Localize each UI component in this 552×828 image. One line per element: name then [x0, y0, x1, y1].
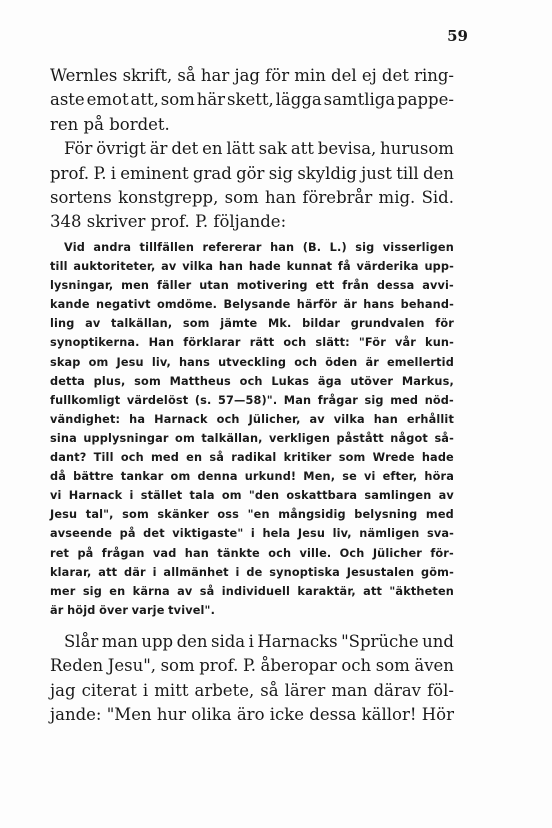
text-line: ling av talkällan, som jämte Mk. bildar grundvalen för — [50, 317, 454, 331]
text-line: jande: "Men hur olika äro icke dessa källor! Hör — [50, 705, 454, 725]
paragraph — [50, 64, 454, 137]
body-text-top — [50, 64, 454, 235]
text-line: skap om Jesu liv, hans utveckling och öden är emellertid — [50, 355, 454, 369]
text-line: är höjd över varje tvivel". — [50, 603, 216, 617]
block-quote — [50, 238, 454, 620]
text-line: Wernles skrift, så har jag för min del ej det ring- — [50, 66, 454, 85]
text-line: avseende på det viktigaste" i hela Jesu liv, nämligen sva- — [50, 527, 454, 541]
text-line: Jesu tal", som skänker oss "en mångsidig belysning med — [50, 508, 454, 522]
text-line: ren på bordet. — [50, 114, 170, 134]
text-line: dant? Till och med en så radikal kritiker som Wrede hade — [50, 451, 454, 465]
text-line: mer sig en kärna av så individuell karaktär, att "äktheten — [50, 584, 454, 598]
text-line: fullkomligt värdelöst (s. 57—58)". Man frågar sig med nöd- — [50, 393, 454, 407]
text-line: lysningar, men fäller utan motivering ett från dessa avvi- — [50, 279, 454, 293]
text-line: kande negativt omdöme. Belysande härför är hans behand- — [50, 298, 454, 312]
text-line: sina upplysningar om talkällan, verkligen påstått något så- — [50, 431, 454, 445]
text-line: Slår man upp den sida i Harnacks "Sprüche und — [64, 632, 454, 651]
page-number: 59 — [447, 27, 468, 45]
text-line: jag citerat i mitt arbete, så lärer man därav föl- — [50, 680, 454, 700]
text-line: Reden Jesu", som prof. P. åberopar och som även — [50, 656, 454, 676]
text-line: då bättre tankar om denna urkund! Men, se vi efter, höra — [50, 470, 454, 484]
text-line: Vid andra tillfällen refererar han (B. L.) sig visserligen — [64, 241, 454, 254]
text-line: sortens konstgrepp, som han förebrår mig. Sid. — [50, 188, 454, 208]
text-line: vändighet: ha Harnack och Jülicher, av vilka han erhållit — [50, 412, 454, 426]
text-line: För övrigt är det en lätt sak att bevisa, hurusom — [64, 139, 454, 159]
text-line: ret på frågan vad han tänkte och ville. Och Jülicher för- — [50, 546, 454, 560]
text-line: vi Harnack i stället tala om "den oskattbara samlingen av — [50, 489, 454, 503]
body-text-bottom — [50, 630, 454, 728]
text-line: klarar, att där i allmänhet i de synoptiska Jesustalen göm- — [50, 565, 454, 579]
text-line: synoptikerna. Han förklarar rätt och slätt: "För vår kun- — [50, 336, 454, 350]
text-line: till auktoriteter, av vilka han hade kunnat få värderika upp- — [50, 260, 454, 274]
text-line: aste emot att, som här skett, lägga samtliga pappe- — [50, 90, 454, 110]
paragraph — [50, 137, 454, 235]
text-line: 348 skriver prof. P. följande: — [50, 212, 287, 232]
text-line: prof. P. i eminent grad gör sig skyldig just till den — [50, 163, 454, 183]
text-line: detta plus, som Mattheus och Lukas äga utöver Markus, — [50, 374, 454, 388]
